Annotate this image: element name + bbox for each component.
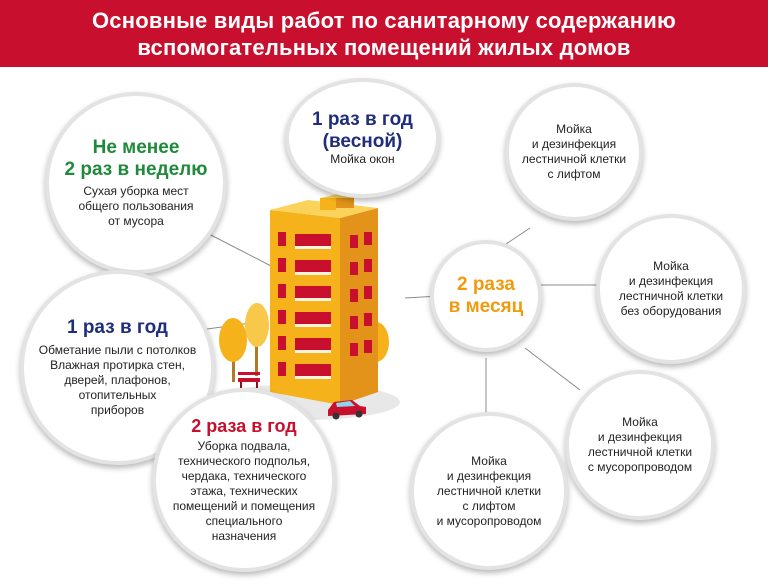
twice-yearly-circle [152, 388, 336, 572]
yearly-body-1: Обметание пыли с потолков [38, 342, 197, 357]
monthly-item-3-line-2: и дезинфекция [597, 430, 683, 444]
weekly-body-1: Сухая уборка мест [83, 184, 189, 199]
weekly-cleaning-circle [45, 92, 227, 274]
title-line-1: Основные виды работ по санитарному содержанию [91, 7, 677, 33]
twice-yearly-body-4: этажа, технических [190, 484, 298, 499]
monthly-circle [430, 240, 542, 352]
monthly-item-elevator [505, 83, 643, 221]
twice-yearly-heading: 2 раза в год [191, 415, 297, 436]
monthly-item-2-line-4: без оборудования [620, 304, 722, 318]
spring-heading-line-2: (весной) [322, 130, 403, 152]
monthly-item-4-line-5: и мусоропроводом [436, 513, 542, 528]
yearly-heading: 1 раз в год [66, 317, 168, 339]
weekly-heading-line-2: 2 раз в неделю [64, 158, 208, 180]
monthly-item-4-line-1: Мойка [471, 453, 507, 468]
yearly-body-2: Влажная протирка стен, [50, 357, 185, 372]
yearly-body-4: отопительных [78, 387, 157, 402]
twice-yearly-body-5: помещений и помещения [172, 499, 316, 514]
yearly-body-5: приборов [90, 402, 145, 417]
monthly-item-1-line-1: Мойка [556, 122, 592, 136]
monthly-item-4-line-2: и дезинфекция [446, 468, 532, 483]
spring-body-1: Мойка окон [330, 152, 395, 167]
monthly-item-3-line-4: с мусоропроводом [587, 460, 693, 474]
weekly-heading-line-1: Не менее [92, 136, 180, 158]
monthly-item-no-equipment [596, 214, 746, 364]
spring-heading-line-1: 1 раз в год [311, 108, 413, 130]
twice-yearly-body-1: Уборка подвала, [197, 439, 291, 454]
monthly-item-1-line-3: лестничной клетки [521, 152, 627, 166]
monthly-item-elevator-garbage-chute [410, 412, 568, 570]
bench-icon [238, 372, 260, 388]
yearly-spring-circle [285, 78, 440, 198]
monthly-item-garbage-chute [565, 370, 715, 520]
monthly-item-1-line-4: с лифтом [547, 167, 601, 181]
monthly-item-2-line-1: Мойка [653, 259, 689, 273]
monthly-item-4-line-4: с лифтом [462, 498, 516, 513]
weekly-body-2: общего пользования [78, 199, 194, 214]
yearly-body-3: дверей, плафонов, [64, 372, 171, 387]
monthly-item-1-line-2: и дезинфекция [531, 137, 617, 151]
twice-yearly-body-2: технического подполья, [177, 454, 311, 469]
twice-yearly-body-3: чердака, технического [181, 469, 307, 484]
title-line-2: вспомогательных помещений жилых домов [137, 34, 631, 60]
monthly-item-2-line-2: и дезинфекция [628, 274, 714, 288]
monthly-item-3-line-3: лестничной клетки [587, 445, 693, 459]
monthly-item-2-line-3: лестничной клетки [618, 289, 724, 303]
twice-yearly-body-6: специального [205, 514, 283, 529]
twice-yearly-body-7: назначения [211, 529, 277, 544]
monthly-item-4-line-3: лестничной клетки [436, 483, 542, 498]
monthly-item-3-line-1: Мойка [622, 415, 658, 429]
monthly-heading-line-1: 2 раза [456, 274, 515, 296]
monthly-heading-line-2: в месяц [448, 296, 524, 317]
weekly-body-3: от мусора [108, 214, 164, 229]
